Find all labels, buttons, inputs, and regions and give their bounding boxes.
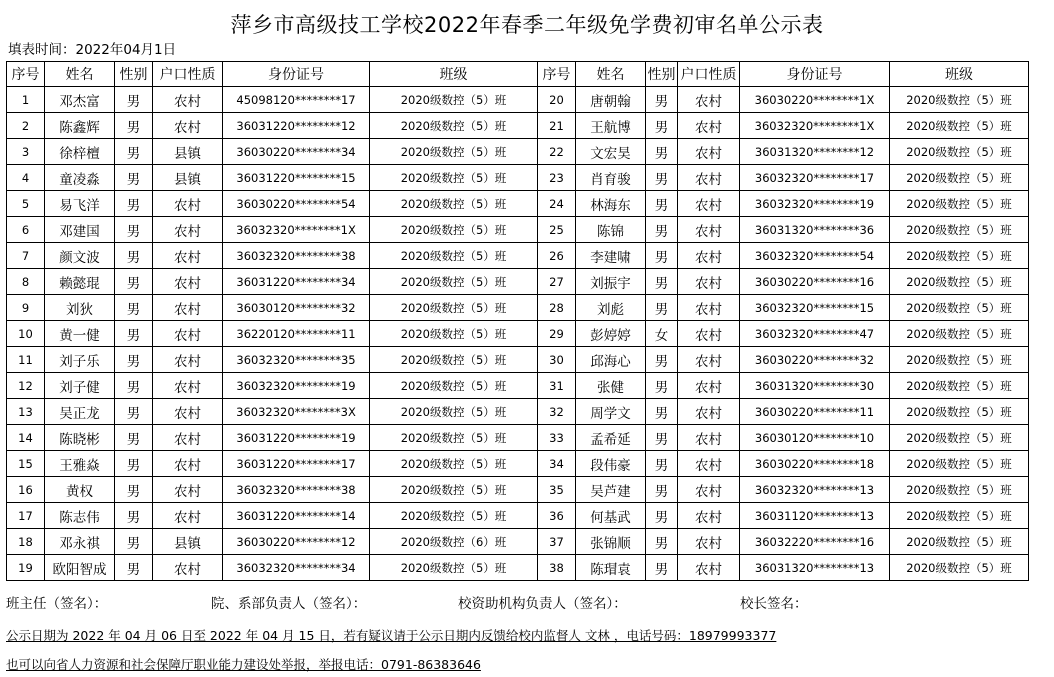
name-cell: 吴芦建	[576, 477, 646, 503]
serial-cell: 18	[7, 529, 45, 555]
id-number-cell: 36030120********10	[740, 425, 890, 451]
class-cell: 2020级数控（5）班	[890, 529, 1029, 555]
table-row	[7, 243, 1029, 269]
gender-cell: 男	[646, 425, 678, 451]
table-row	[7, 425, 1029, 451]
id-number-cell: 36032320********19	[223, 373, 370, 399]
gender-cell: 男	[115, 87, 153, 113]
class-cell: 2020级数控（5）班	[370, 373, 538, 399]
class-cell: 2020级数控（5）班	[890, 347, 1029, 373]
id-number-cell: 36032320********3X	[223, 399, 370, 425]
hukou-cell: 农村	[153, 347, 223, 373]
class-cell: 2020级数控（5）班	[890, 503, 1029, 529]
hukou-cell: 农村	[678, 321, 740, 347]
gender-cell: 男	[115, 373, 153, 399]
gender-cell: 男	[115, 139, 153, 165]
class-cell: 2020级数控（5）班	[370, 399, 538, 425]
hukou-cell: 农村	[153, 503, 223, 529]
serial-cell: 16	[7, 477, 45, 503]
name-cell: 张健	[576, 373, 646, 399]
gender-cell: 男	[115, 269, 153, 295]
id-number-cell: 36032320********34	[223, 555, 370, 581]
id-number-cell: 36032320********47	[740, 321, 890, 347]
table-row	[7, 295, 1029, 321]
serial-cell: 33	[538, 425, 576, 451]
hukou-cell: 农村	[153, 87, 223, 113]
name-cell: 陈鑫辉	[45, 113, 115, 139]
hukou-cell: 农村	[153, 113, 223, 139]
class-cell: 2020级数控（5）班	[370, 191, 538, 217]
serial-cell: 13	[7, 399, 45, 425]
class-cell: 2020级数控（5）班	[890, 373, 1029, 399]
hukou-cell: 农村	[678, 373, 740, 399]
page-title: 萍乡市高级技工学校2022年春季二年级免学费初审名单公示表	[230, 13, 824, 37]
class-cell: 2020级数控（5）班	[890, 425, 1029, 451]
name-cell: 张锦顺	[576, 529, 646, 555]
column-header: 序号	[538, 62, 576, 87]
id-number-cell: 36030220********54	[223, 191, 370, 217]
table-row	[7, 529, 1029, 555]
id-number-cell: 36220120********11	[223, 321, 370, 347]
id-number-cell: 36031220********14	[223, 503, 370, 529]
name-cell: 陈锦	[576, 217, 646, 243]
principal-signature: 校长签名：	[740, 596, 808, 612]
id-number-cell: 36030220********32	[740, 347, 890, 373]
hukou-cell: 农村	[678, 529, 740, 555]
table-row	[7, 217, 1029, 243]
serial-cell: 2	[7, 113, 45, 139]
gender-cell: 男	[646, 165, 678, 191]
gender-cell: 男	[115, 113, 153, 139]
gender-cell: 男	[646, 217, 678, 243]
class-cell: 2020级数控（5）班	[890, 555, 1029, 581]
serial-cell: 24	[538, 191, 576, 217]
id-number-cell: 36032320********1X	[223, 217, 370, 243]
serial-cell: 9	[7, 295, 45, 321]
hukou-cell: 农村	[153, 373, 223, 399]
gender-cell: 男	[646, 477, 678, 503]
id-number-cell: 36031120********13	[740, 503, 890, 529]
class-cell: 2020级数控（5）班	[890, 87, 1029, 113]
serial-cell: 35	[538, 477, 576, 503]
name-cell: 吴正龙	[45, 399, 115, 425]
serial-cell: 15	[7, 451, 45, 477]
name-cell: 刘狄	[45, 295, 115, 321]
gender-cell: 男	[646, 373, 678, 399]
serial-cell: 10	[7, 321, 45, 347]
id-number-cell: 36030120********32	[223, 295, 370, 321]
id-number-cell: 36032320********13	[740, 477, 890, 503]
serial-cell: 31	[538, 373, 576, 399]
class-cell: 2020级数控（5）班	[370, 243, 538, 269]
class-cell: 2020级数控（5）班	[370, 347, 538, 373]
table-row	[7, 451, 1029, 477]
name-cell: 邓建国	[45, 217, 115, 243]
serial-cell: 26	[538, 243, 576, 269]
class-cell: 2020级数控（5）班	[370, 503, 538, 529]
name-cell: 刘子乐	[45, 347, 115, 373]
serial-cell: 11	[7, 347, 45, 373]
class-cell: 2020级数控（5）班	[890, 321, 1029, 347]
column-header: 户口性质	[153, 62, 223, 87]
table-row	[7, 191, 1029, 217]
column-header: 身份证号	[223, 62, 370, 87]
name-cell: 陈志伟	[45, 503, 115, 529]
name-cell: 童凌淼	[45, 165, 115, 191]
hukou-cell: 农村	[678, 217, 740, 243]
hukou-cell: 农村	[678, 139, 740, 165]
id-number-cell: 36031220********19	[223, 425, 370, 451]
serial-cell: 32	[538, 399, 576, 425]
hukou-cell: 农村	[153, 425, 223, 451]
class-cell: 2020级数控（5）班	[370, 321, 538, 347]
name-cell: 黄权	[45, 477, 115, 503]
gender-cell: 男	[646, 295, 678, 321]
gender-cell: 男	[115, 321, 153, 347]
hukou-cell: 农村	[678, 113, 740, 139]
name-cell: 陈瑁袁	[576, 555, 646, 581]
hukou-cell: 农村	[678, 477, 740, 503]
id-number-cell: 36030220********12	[223, 529, 370, 555]
class-cell: 2020级数控（5）班	[370, 165, 538, 191]
hukou-cell: 农村	[678, 347, 740, 373]
class-cell: 2020级数控（5）班	[890, 243, 1029, 269]
fill-date: 填表时间：2022年04月1日	[8, 42, 177, 58]
gender-cell: 男	[646, 503, 678, 529]
name-cell: 邓杰富	[45, 87, 115, 113]
id-number-cell: 36032220********16	[740, 529, 890, 555]
hukou-cell: 县镇	[153, 165, 223, 191]
gender-cell: 女	[646, 321, 678, 347]
hukou-cell: 农村	[153, 243, 223, 269]
serial-cell: 34	[538, 451, 576, 477]
class-cell: 2020级数控（5）班	[370, 87, 538, 113]
serial-cell: 37	[538, 529, 576, 555]
gender-cell: 男	[115, 451, 153, 477]
name-cell: 易飞洋	[45, 191, 115, 217]
name-cell: 邓永祺	[45, 529, 115, 555]
gender-cell: 男	[115, 477, 153, 503]
table-row	[7, 113, 1029, 139]
notice-text: 公示日期为 2022 年 04 月 06 日至 2022 年 04 月 15 日，若有疑议请于公示日期内反馈给校内监督人 文林 ，电话号码：18979993377	[6, 628, 777, 643]
gender-cell: 男	[646, 269, 678, 295]
hukou-cell: 县镇	[153, 139, 223, 165]
hukou-cell: 农村	[153, 295, 223, 321]
id-number-cell: 36030220********16	[740, 269, 890, 295]
serial-cell: 1	[7, 87, 45, 113]
class-cell: 2020级数控（5）班	[370, 295, 538, 321]
id-number-cell: 36030220********34	[223, 139, 370, 165]
class-cell: 2020级数控（6）班	[370, 529, 538, 555]
class-cell: 2020级数控（5）班	[890, 399, 1029, 425]
hukou-cell: 农村	[153, 217, 223, 243]
gender-cell: 男	[115, 217, 153, 243]
hukou-cell: 农村	[678, 87, 740, 113]
table-row	[7, 165, 1029, 191]
table-row	[7, 347, 1029, 373]
gender-cell: 男	[646, 555, 678, 581]
id-number-cell: 36031320********13	[740, 555, 890, 581]
name-cell: 周学文	[576, 399, 646, 425]
hukou-cell: 农村	[153, 269, 223, 295]
hukou-cell: 农村	[678, 555, 740, 581]
name-cell: 何基武	[576, 503, 646, 529]
id-number-cell: 36032320********15	[740, 295, 890, 321]
id-number-cell: 36030220********18	[740, 451, 890, 477]
class-cell: 2020级数控（5）班	[890, 217, 1029, 243]
id-number-cell: 36031320********12	[740, 139, 890, 165]
column-header: 姓名	[576, 62, 646, 87]
id-number-cell: 36032320********1X	[740, 113, 890, 139]
gender-cell: 男	[115, 425, 153, 451]
gender-cell: 男	[646, 243, 678, 269]
id-number-cell: 36030220********1X	[740, 87, 890, 113]
serial-cell: 29	[538, 321, 576, 347]
id-number-cell: 36031220********17	[223, 451, 370, 477]
id-number-cell: 36032320********38	[223, 243, 370, 269]
class-cell: 2020级数控（5）班	[370, 425, 538, 451]
column-header: 班级	[370, 62, 538, 87]
class-cell: 2020级数控（5）班	[370, 477, 538, 503]
gender-cell: 男	[115, 347, 153, 373]
gender-cell: 男	[115, 529, 153, 555]
serial-cell: 14	[7, 425, 45, 451]
class-cell: 2020级数控（5）班	[890, 113, 1029, 139]
id-number-cell: 36031320********36	[740, 217, 890, 243]
class-cell: 2020级数控（5）班	[890, 295, 1029, 321]
serial-cell: 19	[7, 555, 45, 581]
name-cell: 王雅焱	[45, 451, 115, 477]
name-cell: 李建啸	[576, 243, 646, 269]
id-number-cell: 45098120********17	[223, 87, 370, 113]
id-number-cell: 36032320********35	[223, 347, 370, 373]
gender-cell: 男	[115, 191, 153, 217]
gender-cell: 男	[646, 451, 678, 477]
serial-cell: 22	[538, 139, 576, 165]
class-cell: 2020级数控（5）班	[370, 451, 538, 477]
class-cell: 2020级数控（5）班	[370, 139, 538, 165]
gender-cell: 男	[115, 503, 153, 529]
id-number-cell: 36031220********15	[223, 165, 370, 191]
hukou-cell: 县镇	[153, 529, 223, 555]
serial-cell: 21	[538, 113, 576, 139]
id-number-cell: 36030220********11	[740, 399, 890, 425]
hukou-cell: 农村	[678, 425, 740, 451]
hukou-cell: 农村	[678, 295, 740, 321]
gender-cell: 男	[115, 399, 153, 425]
head-teacher-signature: 班主任（签名）：	[6, 596, 108, 612]
class-cell: 2020级数控（5）班	[370, 113, 538, 139]
notice-line	[6, 626, 776, 644]
hukou-cell: 农村	[678, 269, 740, 295]
name-cell: 文宏昊	[576, 139, 646, 165]
class-cell: 2020级数控（5）班	[370, 555, 538, 581]
gender-cell: 男	[646, 113, 678, 139]
hukou-cell: 农村	[678, 503, 740, 529]
table-row	[7, 399, 1029, 425]
gender-cell: 男	[115, 243, 153, 269]
name-cell: 陈晓彬	[45, 425, 115, 451]
serial-cell: 4	[7, 165, 45, 191]
name-cell: 刘彪	[576, 295, 646, 321]
serial-cell: 17	[7, 503, 45, 529]
name-cell: 林海东	[576, 191, 646, 217]
hukou-cell: 农村	[678, 243, 740, 269]
name-cell: 刘子健	[45, 373, 115, 399]
class-cell: 2020级数控（5）班	[370, 217, 538, 243]
name-cell: 欧阳智成	[45, 555, 115, 581]
serial-cell: 23	[538, 165, 576, 191]
table-row	[7, 139, 1029, 165]
hukou-cell: 农村	[153, 451, 223, 477]
report-line	[6, 655, 481, 673]
table-row	[7, 269, 1029, 295]
table-row	[7, 373, 1029, 399]
name-cell: 肖育骏	[576, 165, 646, 191]
hukou-cell: 农村	[678, 399, 740, 425]
serial-cell: 8	[7, 269, 45, 295]
class-cell: 2020级数控（5）班	[890, 165, 1029, 191]
serial-cell: 7	[7, 243, 45, 269]
class-cell: 2020级数控（5）班	[890, 451, 1029, 477]
column-header: 身份证号	[740, 62, 890, 87]
name-cell: 徐梓檀	[45, 139, 115, 165]
serial-cell: 25	[538, 217, 576, 243]
name-cell: 王航博	[576, 113, 646, 139]
serial-cell: 27	[538, 269, 576, 295]
gender-cell: 男	[646, 87, 678, 113]
serial-cell: 38	[538, 555, 576, 581]
serial-cell: 12	[7, 373, 45, 399]
name-cell: 邱海心	[576, 347, 646, 373]
gender-cell: 男	[646, 529, 678, 555]
id-number-cell: 36032320********19	[740, 191, 890, 217]
hukou-cell: 农村	[678, 451, 740, 477]
gender-cell: 男	[646, 139, 678, 165]
serial-cell: 5	[7, 191, 45, 217]
column-header: 性别	[646, 62, 678, 87]
id-number-cell: 36032320********17	[740, 165, 890, 191]
gender-cell: 男	[115, 165, 153, 191]
name-cell: 段伟豪	[576, 451, 646, 477]
report-text: 也可以向省人力资源和社会保障厅职业能力建设处举报，举报电话：0791-86383646	[6, 657, 481, 672]
id-number-cell: 36031220********12	[223, 113, 370, 139]
table-row	[7, 477, 1029, 503]
gender-cell: 男	[646, 399, 678, 425]
hukou-cell: 农村	[678, 191, 740, 217]
gender-cell: 男	[115, 295, 153, 321]
name-cell: 赖懿琨	[45, 269, 115, 295]
name-cell: 颜文波	[45, 243, 115, 269]
hukou-cell: 农村	[153, 321, 223, 347]
serial-cell: 6	[7, 217, 45, 243]
gender-cell: 男	[646, 191, 678, 217]
gender-cell: 男	[115, 555, 153, 581]
table-row	[7, 321, 1029, 347]
table-header-row	[7, 62, 1029, 87]
hukou-cell: 农村	[153, 191, 223, 217]
serial-cell: 28	[538, 295, 576, 321]
column-header: 性别	[115, 62, 153, 87]
name-cell: 唐朝翰	[576, 87, 646, 113]
class-cell: 2020级数控（5）班	[890, 269, 1029, 295]
name-cell: 刘振宇	[576, 269, 646, 295]
column-header: 班级	[890, 62, 1029, 87]
signature-row	[6, 592, 1046, 612]
gender-cell: 男	[646, 347, 678, 373]
serial-cell: 3	[7, 139, 45, 165]
class-cell: 2020级数控（5）班	[890, 477, 1029, 503]
dept-head-signature: 院、系部负责人（签名）：	[211, 596, 367, 612]
aid-head-signature: 校资助机构负责人（签名）：	[458, 596, 627, 612]
roster-table	[6, 61, 1029, 581]
class-cell: 2020级数控（5）班	[890, 139, 1029, 165]
id-number-cell: 36031320********30	[740, 373, 890, 399]
name-cell: 孟希延	[576, 425, 646, 451]
name-cell: 彭婷婷	[576, 321, 646, 347]
class-cell: 2020级数控（5）班	[890, 191, 1029, 217]
column-header: 姓名	[45, 62, 115, 87]
hukou-cell: 农村	[153, 477, 223, 503]
column-header: 户口性质	[678, 62, 740, 87]
serial-cell: 30	[538, 347, 576, 373]
id-number-cell: 36031220********34	[223, 269, 370, 295]
class-cell: 2020级数控（5）班	[370, 269, 538, 295]
table-row	[7, 555, 1029, 581]
serial-cell: 20	[538, 87, 576, 113]
table-row	[7, 87, 1029, 113]
id-number-cell: 36032320********38	[223, 477, 370, 503]
column-header: 序号	[7, 62, 45, 87]
hukou-cell: 农村	[153, 555, 223, 581]
hukou-cell: 农村	[678, 165, 740, 191]
hukou-cell: 农村	[153, 399, 223, 425]
serial-cell: 36	[538, 503, 576, 529]
name-cell: 黄一健	[45, 321, 115, 347]
table-row	[7, 503, 1029, 529]
id-number-cell: 36032320********54	[740, 243, 890, 269]
